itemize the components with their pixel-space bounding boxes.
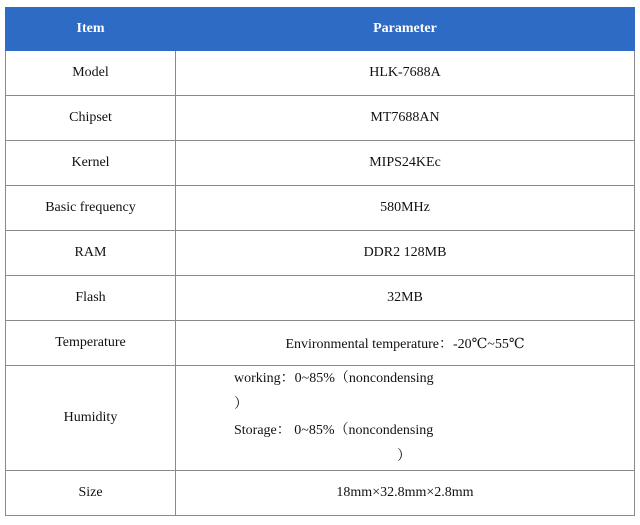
humidity-storage-close: ） [397, 449, 411, 464]
table-body [6, 51, 635, 516]
header-item: Item [6, 8, 176, 51]
humidity-working-close: ） [234, 397, 248, 412]
row-value-ram: DDR2 128MB [176, 231, 635, 276]
table-row [6, 96, 635, 141]
table-row [6, 186, 635, 231]
row-value-flash: 32MB [176, 276, 635, 321]
header-row [6, 8, 635, 51]
row-value-model: HLK-7688A [176, 51, 635, 96]
row-item-chipset: Chipset [6, 96, 176, 141]
table-row [6, 231, 635, 276]
table-header [6, 8, 635, 51]
spec-table [5, 7, 635, 516]
humidity-storage: Storage： 0~85%（noncondensing [234, 423, 434, 438]
row-value-frequency: 580MHz [176, 186, 635, 231]
humidity-working: working：0~85%（noncondensing [234, 371, 434, 386]
row-value-kernel: MIPS24KEc [176, 141, 635, 186]
row-item-model: Model [6, 51, 176, 96]
header-parameter: Parameter [176, 8, 635, 51]
row-item-kernel: Kernel [6, 141, 176, 186]
row-value-temperature: Environmental temperature：-20℃~55℃ [176, 321, 635, 366]
humidity-block [234, 366, 634, 470]
table-row [6, 471, 635, 516]
row-item-temperature: Temperature [6, 321, 176, 366]
row-item-size: Size [6, 471, 176, 516]
row-value-chipset: MT7688AN [176, 96, 635, 141]
table-row [6, 141, 635, 186]
table-row [6, 276, 635, 321]
row-item-humidity: Humidity [6, 366, 176, 471]
row-item-ram: RAM [6, 231, 176, 276]
table-row [6, 321, 635, 366]
row-item-flash: Flash [6, 276, 176, 321]
table-row [6, 366, 635, 471]
row-item-frequency: Basic frequency [6, 186, 176, 231]
row-value-humidity [176, 366, 635, 471]
table-row [6, 51, 635, 96]
row-value-size: 18mm×32.8mm×2.8mm [176, 471, 635, 516]
